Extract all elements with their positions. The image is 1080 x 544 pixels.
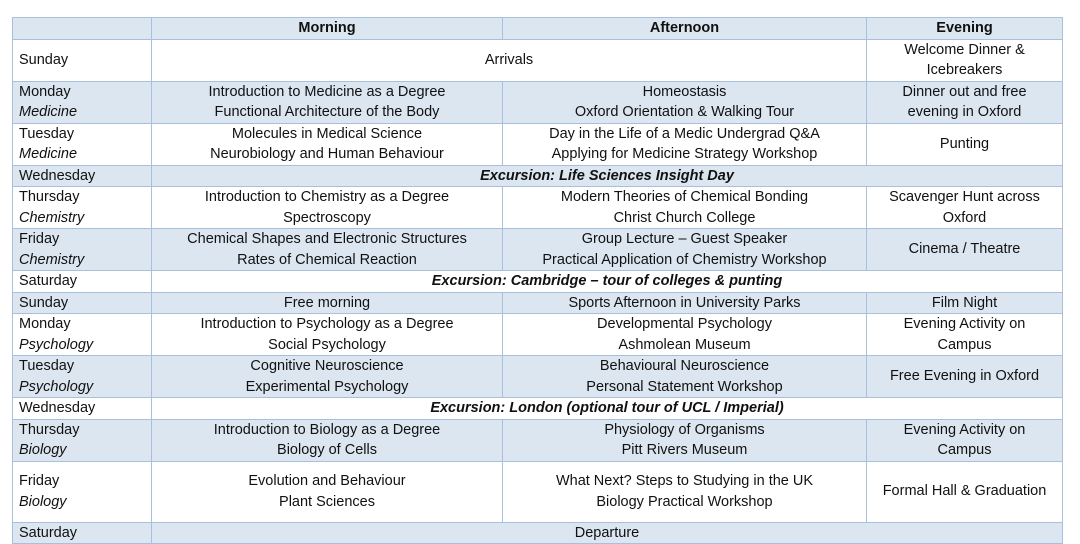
day-label: Saturday [19,273,78,289]
day-label: Monday [19,316,71,332]
afternoon-cell-line: Homeostasis [642,83,727,100]
evening-cell [867,187,1063,229]
header-day [13,18,152,40]
table-row [13,123,1063,165]
evening-cell [867,356,1063,398]
evening-cell [867,292,1063,314]
day-cell [13,356,152,398]
morning-cell [152,187,503,229]
day-label: Wednesday [19,167,96,184]
morning-cell-line: Experimental Psychology [245,378,409,395]
afternoon-cell-line: What Next? Steps to Studying in the UK [555,473,814,489]
table-row [13,522,1063,544]
evening-cell [867,81,1063,123]
day-cell [13,165,152,187]
afternoon-cell-line: Applying for Medicine Strategy Workshop [551,146,818,162]
morning-cell-line: Cognitive Neuroscience [250,358,404,374]
afternoon-cell-line: Ashmolean Museum [618,336,751,353]
evening-cell [867,229,1063,271]
day-label: Friday [19,473,60,489]
subject-label: Biology [19,493,67,510]
header-evening: Evening [867,18,1063,40]
excursion-cell [152,398,1063,420]
evening-cell [867,461,1063,522]
day-label: Thursday [19,189,80,205]
morning-cell-line: Plant Sciences [279,493,375,510]
excursion-cell [152,271,1063,293]
afternoon-cell [503,123,867,165]
subject-label: Medicine [19,104,78,120]
morning-cell [152,81,503,123]
table-row [13,229,1063,271]
evening-cell-line: evening in Oxford [907,104,1022,120]
afternoon-cell [503,229,867,271]
table-row [13,292,1063,314]
day-cell [13,419,152,461]
day-cell [13,314,152,356]
morning-cell-line: Biology of Cells [277,442,377,458]
afternoon-cell [503,81,867,123]
morning-cell-line: Functional Architecture of the Body [214,104,440,120]
evening-cell [867,39,1063,81]
subject-label: Psychology [19,336,94,353]
day-cell [13,271,152,293]
subject-label: Psychology [19,378,94,395]
morning-cell-line: Free morning [283,294,371,311]
evening-cell-line: Evening Activity on [903,421,1026,438]
afternoon-cell [503,292,867,314]
afternoon-cell-line: Physiology of Organisms [604,421,765,438]
header-morning: Morning [152,18,503,40]
table-row [13,314,1063,356]
evening-cell-line: Film Night [931,294,998,311]
day-cell [13,398,152,420]
morning-cell-line: Introduction to Medicine as a Degree [208,83,446,100]
evening-cell-line: Welcome Dinner & [904,41,1025,58]
subject-label: Medicine [19,146,78,162]
morning-cell-line: Introduction to Chemistry as a Degree [204,189,450,205]
evening-cell [867,419,1063,461]
evening-cell-line: Evening Activity on [903,316,1026,332]
schedule-table [12,17,1063,544]
table-row [13,81,1063,123]
evening-cell-line: Campus [937,442,992,458]
afternoon-cell-line: Practical Application of Chemistry Workshop [542,251,827,268]
table-row [13,39,1063,81]
morning-cell-line: Evolution and Behaviour [248,473,406,489]
day-cell [13,461,152,522]
afternoon-cell [503,314,867,356]
table-row [13,419,1063,461]
excursion-label: Excursion: Cambridge – tour of colleges & punting [431,273,783,289]
table-row [13,187,1063,229]
morning-cell [152,292,503,314]
excursion-label: Excursion: London (optional tour of UCL / Imperial) [430,400,784,416]
evening-cell-line: Dinner out and free [902,83,1027,100]
morning-cell-line: Rates of Chemical Reaction [237,251,417,268]
day-label: Saturday [19,524,78,541]
morning-cell [152,229,503,271]
morning-cell [152,419,503,461]
day-cell [13,187,152,229]
morning-cell-line: Introduction to Biology as a Degree [213,421,441,438]
day-cell [13,39,152,81]
morning-cell-line: Social Psychology [268,336,386,353]
day-label: Friday [19,231,60,247]
span-cell: Arrivals [152,39,867,81]
excursion-cell [152,165,1063,187]
afternoon-cell-line: Developmental Psychology [597,316,772,332]
evening-cell-line: Punting [939,135,990,152]
morning-cell-line: Chemical Shapes and Electronic Structures [187,231,467,247]
morning-cell-line: Spectroscopy [283,209,371,226]
day-label: Sunday [19,51,69,68]
evening-cell-line: Formal Hall & Graduation [882,483,1047,500]
afternoon-cell-line: Oxford Orientation & Walking Tour [574,104,795,120]
header-row [13,18,1063,40]
morning-cell [152,123,503,165]
morning-cell [152,356,503,398]
afternoon-cell-line: Biology Practical Workshop [596,493,773,510]
subject-label: Chemistry [19,251,85,268]
day-label: Monday [19,83,71,100]
morning-cell-line: Molecules in Medical Science [231,125,423,142]
table-row [13,461,1063,522]
afternoon-cell-line: Day in the Life of a Medic Undergrad Q&A [549,125,820,142]
day-label: Sunday [19,294,69,311]
day-cell [13,522,152,544]
day-cell [13,123,152,165]
day-cell [13,81,152,123]
excursion-label: Excursion: Life Sciences Insight Day [480,167,734,184]
afternoon-cell [503,356,867,398]
day-cell [13,229,152,271]
table-row [13,398,1063,420]
afternoon-cell-line: Behavioural Neuroscience [599,358,770,374]
span-cell: Departure [152,522,1063,544]
afternoon-cell [503,419,867,461]
evening-cell-line: Icebreakers [926,62,1003,78]
day-label: Tuesday [19,125,75,142]
afternoon-cell-line: Modern Theories of Chemical Bonding [560,189,809,205]
subject-label: Biology [19,442,67,458]
evening-cell-line: Oxford [942,209,987,226]
evening-cell [867,123,1063,165]
afternoon-cell-line: Personal Statement Workshop [586,378,783,395]
evening-cell-line: Cinema / Theatre [908,241,1021,258]
subject-label: Chemistry [19,209,85,226]
day-label: Thursday [19,421,80,438]
table-row [13,356,1063,398]
afternoon-cell-line: Sports Afternoon in University Parks [568,294,801,311]
day-cell [13,292,152,314]
table-row [13,165,1063,187]
evening-cell-line: Free Evening in Oxford [889,368,1040,385]
morning-cell-line: Introduction to Psychology as a Degree [200,316,454,332]
afternoon-cell [503,187,867,229]
schedule-body [13,39,1063,544]
day-label: Tuesday [19,358,75,374]
day-label: Wednesday [19,400,96,416]
evening-cell-line: Scavenger Hunt across [889,189,1040,205]
afternoon-cell-line: Christ Church College [613,209,756,226]
evening-cell [867,314,1063,356]
header-afternoon: Afternoon [503,18,867,40]
morning-cell [152,314,503,356]
afternoon-cell [503,461,867,522]
table-row [13,271,1063,293]
morning-cell-line: Neurobiology and Human Behaviour [210,146,444,162]
evening-cell-line: Campus [937,336,992,353]
afternoon-cell-line: Pitt Rivers Museum [621,442,748,458]
morning-cell [152,461,503,522]
afternoon-cell-line: Group Lecture – Guest Speaker [581,231,788,247]
